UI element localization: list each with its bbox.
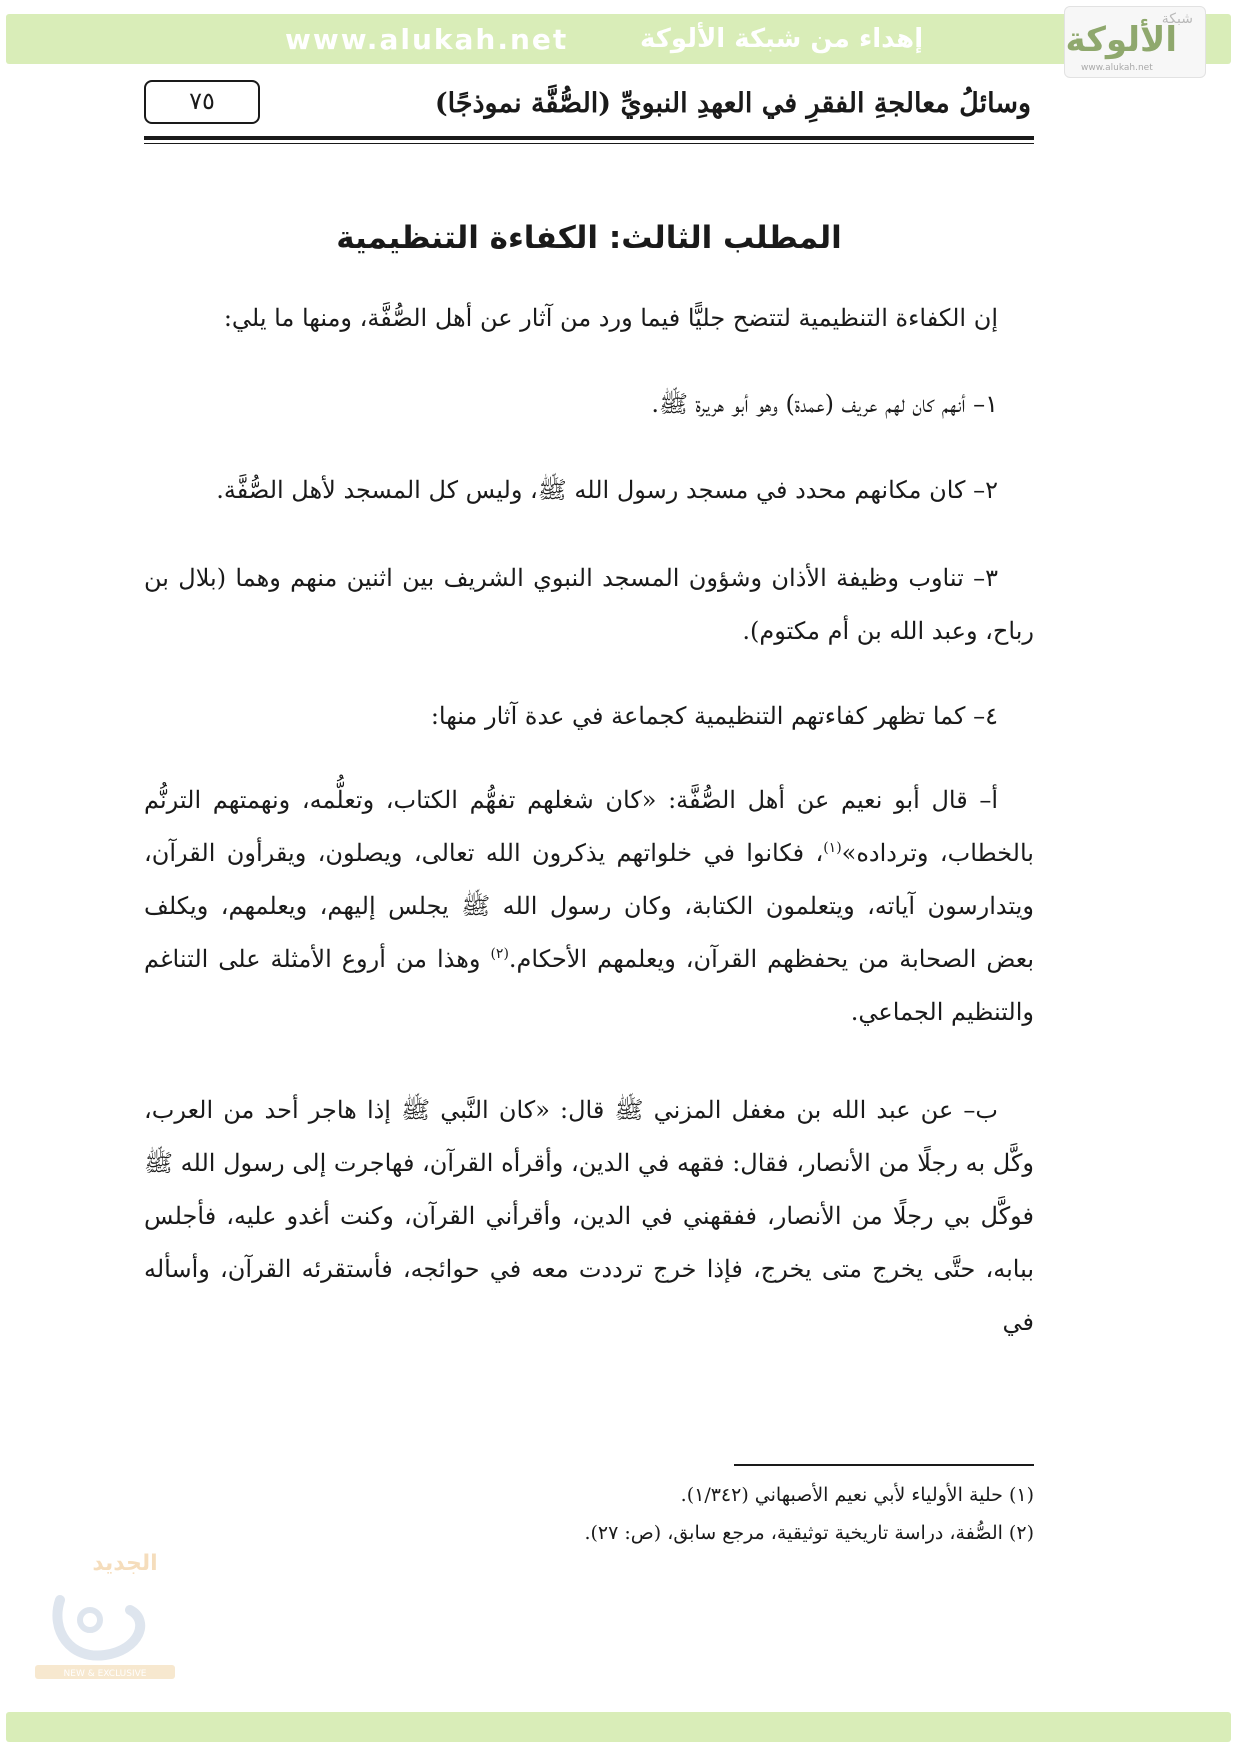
footnote-separator [734,1464,1034,1466]
header-rule-thin [144,143,1034,144]
alef-text-3: وهذا من أروع الأمثلة على التناغم والتنظيم الجماعي. [144,945,1034,1026]
logo-main-text: الألوكة [1065,20,1177,60]
page-number: ٧٥ [144,80,260,124]
list-item-2: ٢– كان مكانهم محدد في مسجد رسول الله ﷺ، وليس كل المسجد لأهل الصُّفَّة. [216,476,998,504]
paragraph-alef [144,774,1034,1039]
alef-text-2: ، فكانوا في خلواتهم يذكرون الله تعالى، ويصلون، ويقرأون القرآن، ويتدارسون آياته، ويتعلمون الكتابة، وكان رسول الله ﷺ يجلس إليهم، ويعلمهم، ويكلف بعض الصحابة من يحفظهم القرآن، ويعلمهم الأحكام. [144,839,1035,973]
footnote-2: (٢) الصُّفة، دراسة تاريخية توثيقية، مرجع سابق، (ص: ٢٧). [584,1522,1034,1544]
new-exclusive-watermark [30,1540,180,1690]
bottom-banner [6,1712,1231,1742]
watermark-bottom-text: NEW & EXCLUSIVE [63,1669,147,1679]
paragraph-ba: ب– عن عبد الله بن مغفل المزني ﷺ قال: «كان النَّبي ﷺ إذا هاجر أحد من العرب، وكَّل به رجلًا من الأنصار، فقال: فقهه في الدين، وأقرأه القرآن، فهاجرت إلى رسول الله ﷺ فوكَّل بي رجلًا من الأنصار، ففقهني في الدين، وأقرأني القرآن، وكنت أغدو عليه، فأجلس ببابه، حتَّى يخرج متى يخرج، فإذا خرج ترددت معه في حوائجه، فأستقرئه القرآن، وأسأله في [144,1096,1034,1336]
watermark-top-text: الجديد [92,1551,158,1576]
alef-text-1: أ– قال أبو نعيم عن أهل الصُّفَّة: «كان شغلهم تفهُّم الكتاب، وتعلُّمه، ونهمتهم الترنُّم بالخطاب، وترداده» [144,786,1034,867]
list-item-1: ١– أنهم كان لهم عريف (عمدة) وهو أبو هريرة ﷺ. [651,390,998,418]
footnote-ref-2[interactable]: (٢) [490,946,509,962]
running-title: وسائلُ معالجةِ الفقرِ في العهدِ النبويِّ (الصُّفَّة نموذجًا) [434,88,1031,119]
logo-url-text: www.alukah.net [1081,63,1153,73]
alukah-logo [1064,6,1206,78]
list-item-3: ٣– تناوب وظيفة الأذان وشؤون المسجد النبوي الشريف بين اثنين منهم وهما (بلال بن رباح، وعبد الله بن أم مكتوم). [144,564,1034,645]
header-rule-thick [144,136,1034,140]
section-heading: المطلب الثالث: الكفاءة التنظيمية [336,220,842,256]
gift-text: إهداء من شبكة الألوكة [640,24,924,54]
footnote-1: (١) حلية الأولياء لأبي نعيم الأصبهاني (١/٣٤٢). [680,1484,1034,1506]
logo-small-text: شبكة [1161,11,1193,27]
footnote-ref-1[interactable]: (١) [823,840,842,856]
site-url[interactable]: www.alukah.net [285,23,569,56]
top-banner [6,14,1231,64]
list-item-4: ٤– كما تظهر كفاءتهم التنظيمية كجماعة في عدة آثار منها: [430,702,998,730]
intro-paragraph: إن الكفاءة التنظيمية لتتضح جليًّا فيما ورد من آثار عن أهل الصُّفَّة، ومنها ما يلي: [223,304,998,332]
